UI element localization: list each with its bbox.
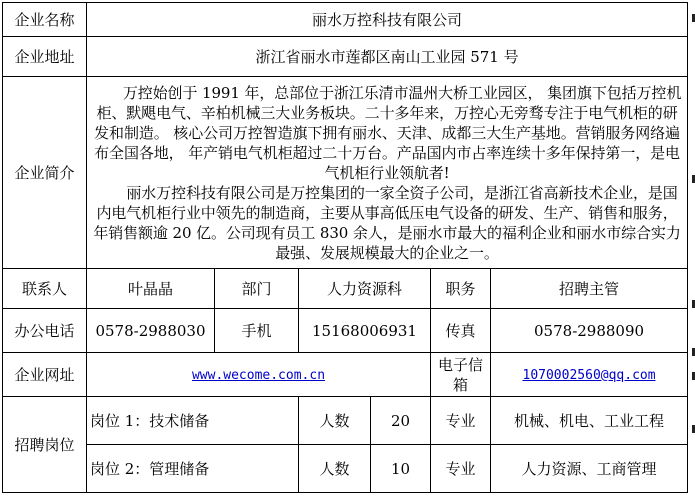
- major-label: 专业: [431, 445, 491, 493]
- department-label: 部门: [215, 269, 299, 309]
- website-cell: [87, 353, 431, 397]
- mobile-label: 手机: [215, 309, 299, 353]
- row-company-name: [3, 3, 688, 37]
- position-name: 岗位 2：管理储备: [87, 445, 299, 493]
- position-name: 岗位 1：技术储备: [87, 397, 299, 445]
- row-office-phone: [3, 309, 688, 353]
- row-company-intro: [3, 77, 688, 269]
- company-address: 浙江省丽水市莲都区南山工业园 571 号: [87, 37, 688, 77]
- major: 人力资源、工商管理: [491, 445, 688, 493]
- job-title: 招聘主管: [491, 269, 688, 309]
- intro-paragraph-1: 万控始创于 1991 年，总部位于浙江乐清市温州大桥工业园区， 集团旗下包括万控机柜、默飓电气、辛柏机械三大业务板块。二十多年来，万控心无旁骛专注于电气机柜的研发和制造。 核心公司万控智造旗下拥有丽水、天津、成都三大生产基地。营销服务网络遍布全国各地， 年产销电气机柜超过二十万台。产品国内市占率连续十多年保持第一，是电气机柜行业领航者!: [94, 83, 682, 182]
- company-info-table: [2, 2, 688, 493]
- job-title-label: 职务: [431, 269, 491, 309]
- website-label: 企业网址: [3, 353, 87, 397]
- company-name-label: 企业名称: [3, 3, 87, 37]
- headcount: 20: [371, 397, 431, 445]
- fax: 0578-2988090: [491, 309, 688, 353]
- company-address-label: 企业地址: [3, 37, 87, 77]
- office-phone: 0578-2988030: [87, 309, 215, 353]
- mobile: 15168006931: [299, 309, 431, 353]
- contact-person-label: 联系人: [3, 269, 87, 309]
- major: 机械、机电、工业工程: [491, 397, 688, 445]
- row-company-address: [3, 37, 688, 77]
- intro-paragraph-2: 丽水万控科技有限公司是万控集团的一家全资子公司，是浙江省高新技术企业，是国内电气机柜行业中领先的制造商，主要从事高低压电气设备的研发、生产、销售和服务，年销售额逾 20 亿。公司现有员工 830 余人，是丽水市最大的福利企业和丽水市综合实力最强、发展规模最大的企业之一。: [93, 183, 681, 262]
- headcount: 10: [371, 445, 431, 493]
- email-label: 电子信箱: [431, 353, 491, 397]
- major-label: 专业: [431, 397, 491, 445]
- email-cell: [491, 353, 688, 397]
- headcount-label: 人数: [299, 397, 371, 445]
- position-row: [3, 445, 688, 493]
- company-name: 丽水万控科技有限公司: [87, 3, 688, 37]
- company-intro: [87, 77, 688, 269]
- position-row: [3, 397, 688, 445]
- company-intro-label: 企业简介: [3, 77, 87, 269]
- contact-person: 叶晶晶: [87, 269, 215, 309]
- headcount-label: 人数: [299, 445, 371, 493]
- row-website: [3, 353, 688, 397]
- fax-label: 传真: [431, 309, 491, 353]
- department: 人力资源科: [299, 269, 431, 309]
- office-phone-label: 办公电话: [3, 309, 87, 353]
- website-link[interactable]: www.wecome.com.cn: [191, 367, 326, 383]
- row-contact-person: [3, 269, 688, 309]
- recruit-positions-label: 招聘岗位: [3, 397, 87, 493]
- email-link[interactable]: 1070002560@qq.com: [522, 367, 656, 383]
